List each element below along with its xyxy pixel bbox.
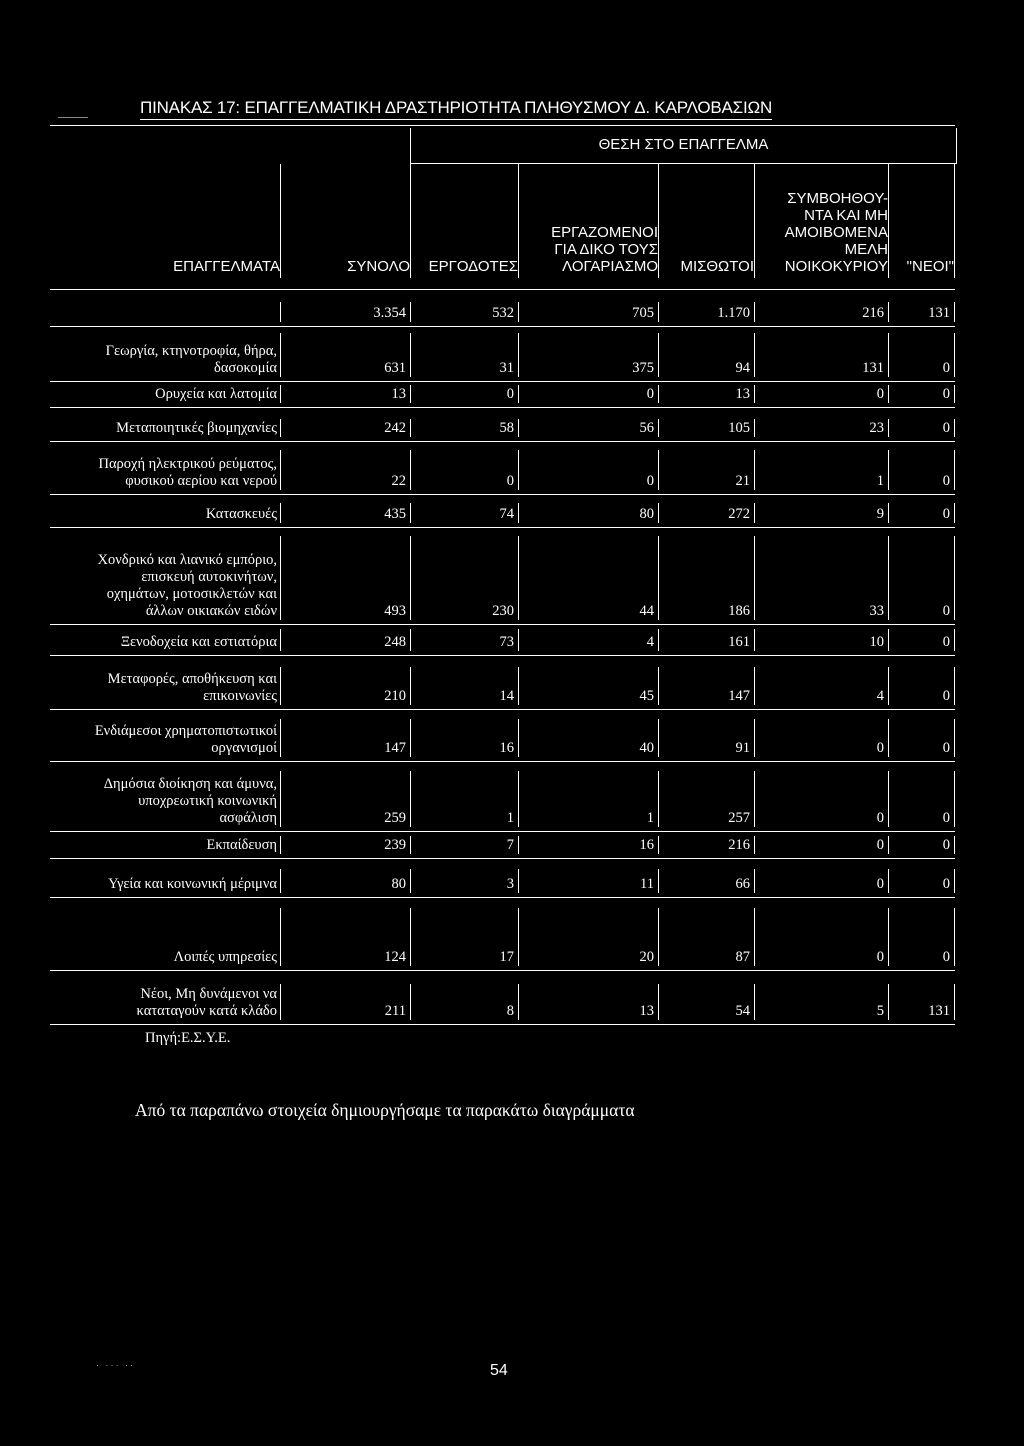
cell-value: 705 (632, 305, 654, 321)
row-label-line: Ενδιάμεσοι χρηματοπιστωτικοί (94, 723, 277, 739)
cell-value: 0 (942, 876, 950, 892)
table-cell (888, 771, 955, 827)
cell-value: 5 (876, 1003, 884, 1019)
table-cell (658, 984, 754, 1020)
table-cell (888, 719, 955, 757)
cell-value: 131 (862, 360, 884, 376)
table-cell (280, 302, 410, 322)
row-label-line: Εκπαίδευση (206, 837, 277, 853)
table-cell (888, 333, 955, 377)
table-cell (518, 419, 658, 437)
group-header: ΘΕΣΗ ΣΤΟ ΕΠΑΓΓΕΛΜΑ (410, 128, 957, 164)
cell-value: 1 (646, 810, 654, 826)
row-label-line: Ξενοδοχεία και εστιατόρια (120, 634, 277, 650)
row-rule (50, 970, 955, 971)
row-rule (50, 441, 955, 442)
table-cell (888, 419, 955, 437)
table-cell (280, 908, 410, 966)
cell-value: 31 (499, 360, 514, 376)
table-cell (754, 385, 888, 403)
table-cell (410, 385, 518, 403)
table-cell (518, 302, 658, 322)
cell-value: 435 (384, 506, 406, 522)
cell-value: 0 (942, 810, 950, 826)
cell-value: 124 (384, 949, 406, 965)
cell-value: 54 (735, 1003, 750, 1019)
row-rule (50, 709, 955, 710)
row-label-line: Ορυχεία και λατομία (155, 386, 277, 402)
row-label-line: Γεωργία, κτηνοτροφία, θήρα, (105, 343, 277, 359)
table-cell (518, 719, 658, 757)
table-row (0, 713, 1024, 757)
table-cell (754, 333, 888, 377)
table-cell (658, 869, 754, 893)
row-rule (50, 858, 955, 859)
table-cell (518, 503, 658, 523)
table-row (0, 379, 1024, 403)
row-rule (50, 494, 955, 495)
table-title: ΠΙΝΑΚΑΣ 17: ΕΠΑΓΓΕΛΜΑΤΙΚΗ ΔΡΑΣΤΗΡΙΟΤΗΤΑ ΠΛΗΘΥΣΜΟΥ Δ. ΚΑΡΛΟΒΑΣΙΩΝ (140, 98, 772, 120)
row-label (40, 723, 277, 757)
cell-value: 45 (639, 688, 654, 704)
cell-value: 66 (735, 876, 750, 892)
table-cell (518, 450, 658, 490)
cell-value: 257 (728, 810, 750, 826)
cell-value: 216 (862, 305, 884, 321)
table-cell (410, 536, 518, 620)
cell-value: 239 (384, 837, 406, 853)
row-label-line: Λοιπές υπηρεσίες (173, 949, 277, 965)
cell-value: 13 (735, 386, 750, 402)
cell-value: 9 (876, 506, 884, 522)
row-label-line: Μεταποιητικές βιομηχανίες (116, 420, 277, 436)
row-label (40, 456, 277, 490)
row-rule (50, 407, 955, 408)
cell-value: 161 (728, 634, 750, 650)
row-label-line: Υγεία και κοινωνική μέριμνα (108, 876, 277, 892)
table-cell (658, 719, 754, 757)
table-cell (888, 984, 955, 1020)
table-row (0, 327, 1024, 377)
cell-value: 0 (942, 506, 950, 522)
cell-value: 131 (928, 1003, 950, 1019)
cell-value: 0 (876, 386, 884, 402)
cell-value: 80 (639, 506, 654, 522)
table-cell (658, 333, 754, 377)
cell-value: 13 (639, 1003, 654, 1019)
table-cell (410, 333, 518, 377)
cell-value: 0 (942, 360, 950, 376)
table-cell (754, 869, 888, 893)
cell-value: 16 (639, 837, 654, 853)
row-rule (50, 527, 955, 528)
cell-value: 20 (639, 949, 654, 965)
cell-value: 0 (942, 473, 950, 489)
table-cell (280, 503, 410, 523)
row-label-line: δασοκομία (213, 360, 277, 376)
table-row (0, 978, 1024, 1020)
row-label-line: Χονδρικό και λιανικό εμπόριο, (97, 552, 277, 568)
header-bottom-rule (50, 289, 955, 290)
cell-value: 4 (876, 688, 884, 704)
totals-row (0, 296, 1024, 322)
table-cell (754, 836, 888, 854)
row-label (40, 552, 277, 620)
table-cell (410, 419, 518, 437)
cell-value: 493 (384, 603, 406, 619)
header-employers: ΕΡΓΟΔΟΤΕΣ (410, 164, 518, 278)
source-note: Πηγή:Ε.Σ.Υ.Ε. (145, 1030, 231, 1046)
table-cell (410, 771, 518, 827)
cell-value: 0 (942, 386, 950, 402)
row-rule (50, 897, 955, 898)
table-cell (888, 908, 955, 966)
cell-value: 0 (646, 386, 654, 402)
table-row (0, 830, 1024, 854)
cell-value: 7 (506, 837, 514, 853)
scan-speck: · ··· ·· (96, 1360, 135, 1370)
cell-value: 0 (876, 740, 884, 756)
row-label (40, 671, 277, 705)
table-cell (658, 385, 754, 403)
table-cell (280, 419, 410, 437)
table-row (0, 863, 1024, 893)
table-cell (280, 450, 410, 490)
table-cell (518, 869, 658, 893)
cell-value: 94 (735, 360, 750, 376)
table-row (0, 661, 1024, 705)
table-cell (518, 385, 658, 403)
cell-value: 58 (499, 420, 514, 436)
table-cell (754, 719, 888, 757)
table-cell (658, 908, 754, 966)
table-cell (280, 629, 410, 651)
cell-value: 242 (384, 420, 406, 436)
table-cell (888, 629, 955, 651)
table-cell (754, 302, 888, 322)
table-cell (658, 771, 754, 827)
row-label (40, 634, 277, 651)
cell-value: 0 (506, 386, 514, 402)
table-cell (280, 333, 410, 377)
row-label-line: Μεταφορές, αποθήκευση και (107, 671, 277, 687)
table-cell (410, 302, 518, 322)
row-label (40, 506, 277, 523)
table-cell (754, 908, 888, 966)
row-label-line: ασφάλιση (219, 810, 277, 826)
table-cell (410, 984, 518, 1020)
table-cell (888, 385, 955, 403)
table-cell (410, 836, 518, 854)
table-cell (410, 629, 518, 651)
table-cell (754, 450, 888, 490)
cell-value: 1 (876, 473, 884, 489)
cell-value: 1 (506, 810, 514, 826)
cell-value: 21 (735, 473, 750, 489)
row-rule (50, 1024, 955, 1025)
table-row (0, 765, 1024, 827)
table-cell (518, 984, 658, 1020)
cell-value: 0 (942, 949, 950, 965)
row-rule (50, 655, 955, 656)
cell-value: 259 (384, 810, 406, 826)
cell-value: 74 (499, 506, 514, 522)
table-cell (754, 984, 888, 1020)
table-cell (410, 719, 518, 757)
table-cell (280, 667, 410, 705)
cell-value: 0 (942, 603, 950, 619)
row-label-line: Κατασκευές (205, 506, 277, 522)
table-cell (518, 908, 658, 966)
table-row (0, 444, 1024, 490)
table-cell (518, 629, 658, 651)
cell-value: 91 (735, 740, 750, 756)
cell-value: 272 (728, 506, 750, 522)
cell-value: 0 (646, 473, 654, 489)
table-cell (280, 719, 410, 757)
header-self-employed: ΕΡΓΑΖΟΜΕΝΟΙ ΓΙΑ ΔΙΚΟ ΤΟΥΣ ΛΟΓΑΡΙΑΣΜΟ (518, 164, 658, 278)
table-cell (658, 836, 754, 854)
page-number: 54 (490, 1362, 508, 1379)
table-cell (888, 869, 955, 893)
row-label-line: Παροχή ηλεκτρικού ρεύματος, (98, 456, 277, 472)
row-label-line: καταταγούν κατά κλάδο (136, 1003, 277, 1019)
row-label (40, 343, 277, 377)
cell-value: 56 (639, 420, 654, 436)
header-new: "ΝΕΟΙ" (888, 164, 955, 278)
table-cell (888, 450, 955, 490)
table-cell (280, 836, 410, 854)
row-label-line: οχημάτων, μοτοσικλετών και (106, 586, 277, 602)
cell-value: 532 (492, 305, 514, 321)
table-row (0, 497, 1024, 523)
cell-value: 87 (735, 949, 750, 965)
cell-value: 22 (391, 473, 406, 489)
table-cell (888, 503, 955, 523)
cell-value: 147 (728, 688, 750, 704)
table-cell (658, 629, 754, 651)
cell-value: 14 (499, 688, 514, 704)
table-cell (754, 503, 888, 523)
footnote-text: Από τα παραπάνω στοιχεία δημιουργήσαμε τα παρακάτω διαγράμματα (135, 1100, 635, 1120)
row-label (40, 986, 277, 1020)
cell-value: 131 (928, 305, 950, 321)
cell-value: 0 (942, 420, 950, 436)
table-row (0, 902, 1024, 966)
table-cell (280, 385, 410, 403)
cell-value: 0 (942, 837, 950, 853)
cell-value: 80 (391, 876, 406, 892)
table-cell (888, 667, 955, 705)
table-cell (280, 771, 410, 827)
row-label-line: άλλων οικιακών ειδών (145, 603, 277, 619)
cell-value: 4 (646, 634, 654, 650)
cell-value: 33 (869, 603, 884, 619)
table-cell (410, 503, 518, 523)
row-label-line: Νέοι, Μη δυνάμενοι να (140, 986, 277, 1002)
cell-value: 3 (506, 876, 514, 892)
cell-value: 44 (639, 603, 654, 619)
table-cell (754, 536, 888, 620)
row-label (40, 876, 277, 893)
table-cell (518, 771, 658, 827)
table-row (0, 413, 1024, 437)
cell-value: 0 (942, 740, 950, 756)
cell-value: 631 (384, 360, 406, 376)
cell-value: 0 (876, 876, 884, 892)
table-cell (280, 984, 410, 1020)
table-cell (280, 536, 410, 620)
row-label (40, 420, 277, 437)
cell-value: 13 (391, 386, 406, 402)
cell-value: 16 (499, 740, 514, 756)
table-cell (754, 771, 888, 827)
cell-value: 210 (384, 688, 406, 704)
cell-value: 11 (640, 876, 654, 892)
row-label-line: επισκευή αυτοκινήτων, (141, 569, 277, 585)
table-cell (518, 333, 658, 377)
cell-value: 105 (728, 420, 750, 436)
cell-value: 0 (876, 837, 884, 853)
table-cell (888, 836, 955, 854)
cell-value: 0 (876, 810, 884, 826)
row-label (40, 386, 277, 403)
cell-value: 211 (384, 1003, 406, 1019)
table-cell (410, 667, 518, 705)
header-helpers: ΣΥΜΒΟΗΘΟΥ- ΝΤΑ ΚΑΙ ΜΗ ΑΜΟΙΒΟΜΕΝΑ ΜΕΛΗ ΝΟΙΚΟΚΥΡΙΟΥ (754, 164, 888, 278)
cell-value: 147 (384, 740, 406, 756)
cell-value: 230 (492, 603, 514, 619)
cell-value: 0 (876, 949, 884, 965)
table-row (0, 530, 1024, 620)
row-label-line: Δημόσια διοίκηση και άμυνα, (103, 776, 277, 792)
cell-value: 23 (869, 420, 884, 436)
cell-value: 1.170 (717, 305, 750, 321)
cell-value: 73 (499, 634, 514, 650)
header-salaried: ΜΙΣΘΩΤΟΙ (658, 164, 754, 278)
cell-value: 186 (728, 603, 750, 619)
cell-value: 3.354 (373, 305, 406, 321)
cell-value: 375 (632, 360, 654, 376)
table-cell (518, 667, 658, 705)
table-cell (754, 667, 888, 705)
table-cell (658, 503, 754, 523)
row-label-line: οργανισμοί (211, 740, 277, 756)
cell-value: 0 (942, 634, 950, 650)
table-cell (754, 629, 888, 651)
table-cell (658, 536, 754, 620)
table-cell (754, 419, 888, 437)
cell-value: 0 (942, 688, 950, 704)
row-label (40, 837, 277, 854)
table-cell (658, 302, 754, 322)
row-label-line: φυσικού αερίου και νερού (125, 473, 277, 489)
table-cell (658, 667, 754, 705)
table-cell (658, 450, 754, 490)
row-rule (50, 761, 955, 762)
table-cell (280, 869, 410, 893)
table-cell (410, 450, 518, 490)
cell-value: 17 (499, 949, 514, 965)
header-total: ΣΥΝΟΛΟ (280, 164, 410, 278)
row-label (40, 949, 277, 966)
cell-value: 0 (506, 473, 514, 489)
row-label (40, 776, 277, 827)
row-label-line: επικοινωνίες (203, 688, 277, 704)
cell-value: 40 (639, 740, 654, 756)
cell-value: 10 (869, 634, 884, 650)
table-cell (888, 536, 955, 620)
cell-value: 216 (728, 837, 750, 853)
table-cell (518, 536, 658, 620)
header-label: ΕΠΑΓΓΕΛΜΑΤΑ (173, 258, 280, 275)
row-label-line: υποχρεωτική κοινωνική (138, 793, 277, 809)
table-cell (410, 869, 518, 893)
table-cell (410, 908, 518, 966)
table-row (0, 623, 1024, 651)
table-cell (888, 302, 955, 322)
cell-value: 248 (384, 634, 406, 650)
table-cell (658, 419, 754, 437)
title-rule-left (58, 117, 88, 118)
table-cell (518, 836, 658, 854)
title-rule (50, 125, 955, 126)
cell-value: 8 (506, 1003, 514, 1019)
